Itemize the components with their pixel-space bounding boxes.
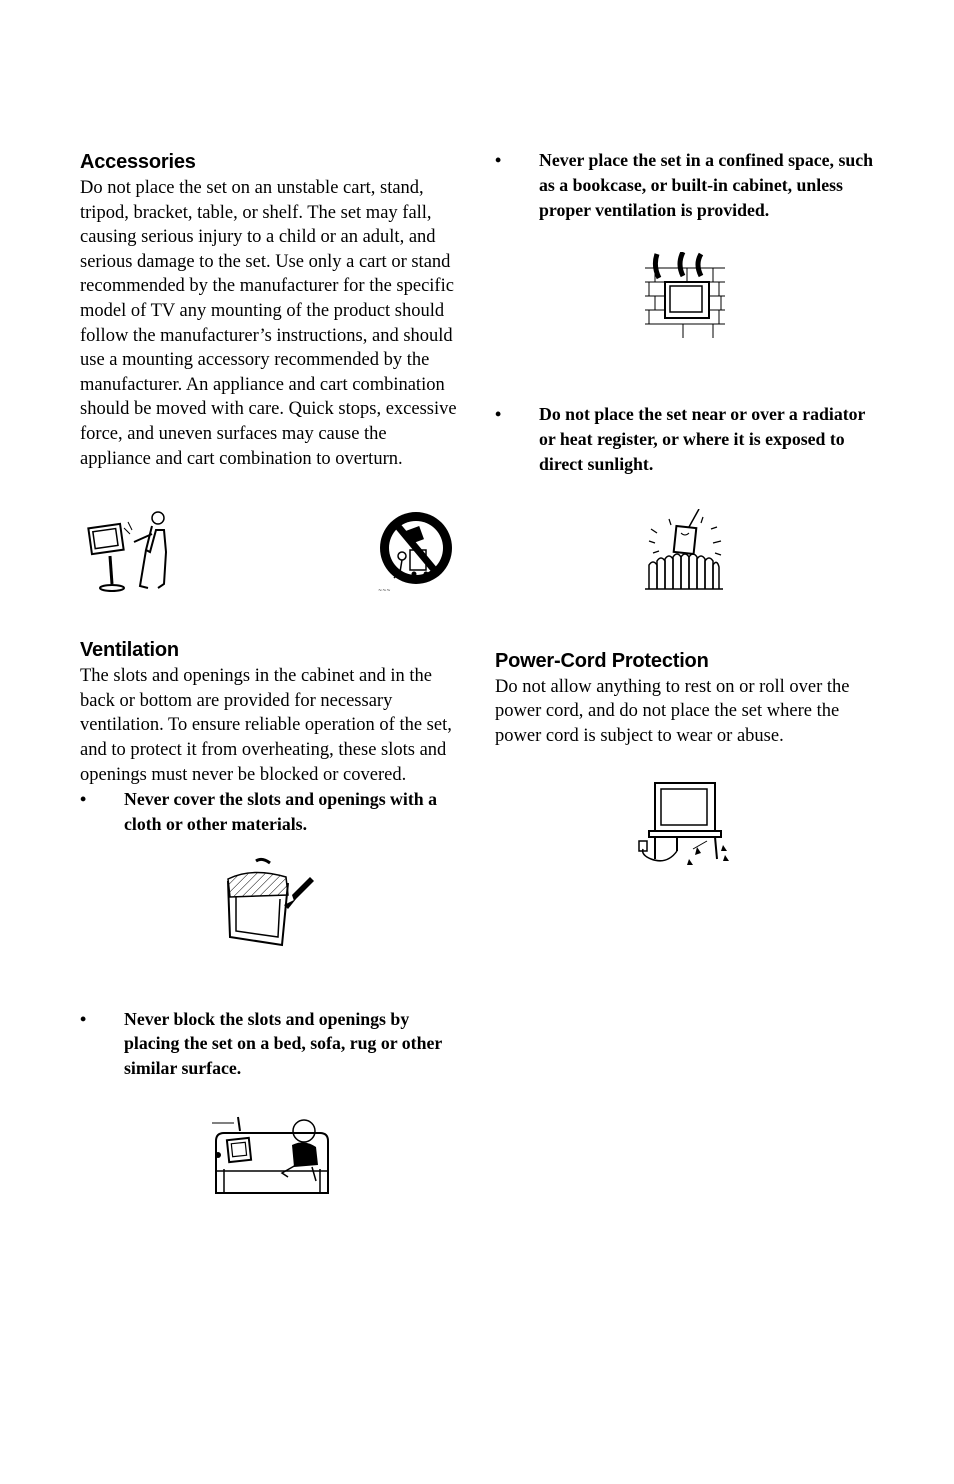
bullet-dot: • — [495, 150, 502, 170]
cart-warning-symbol — [374, 506, 458, 596]
tv-on-sofa-illustration-wrap — [80, 1111, 460, 1211]
bookcase-tv-illustration — [643, 252, 733, 342]
right-column — [495, 148, 875, 879]
bullet-dot: • — [495, 404, 502, 425]
tv-on-sofa-illustration — [212, 1111, 332, 1201]
ventilation-heading: Ventilation — [80, 639, 179, 662]
radiator-tv-illustration — [643, 509, 733, 599]
ventilation-body: The slots and openings in the cabinet and in the back or bottom are provided for necessary ventilation. To ensure reliable operation of the set, and to protect it from overheating, these slots and openings must never be blocked or covered. — [80, 666, 452, 785]
left-column — [80, 148, 460, 1211]
falling-tv-stand-illustration — [80, 508, 180, 598]
bullet-text: Never place the set in a confined space, such as a bookcase, or built-in cabinet, unless proper ventilation is provided. — [539, 150, 874, 220]
accessories-illustrations — [80, 506, 460, 636]
bullet-item — [495, 148, 875, 222]
bullet-dot: • — [80, 1008, 87, 1029]
power-cord-tv-illustration — [637, 779, 737, 869]
bullet-text: Do not place the set near or over a radiator or heat register, or where it is exposed to direct sunlight. — [539, 404, 866, 474]
accessories-body: Do not place the set on an unstable cart, stand, tripod, bracket, table, or shelf. The set may fall, causing serious injury to a child or an adult, and serious damage to the set. Use only a cart or stand recommended by the manufacturer for the specific model of TV any mounting of the product should follow the manufacturer’s instructions, and should use a mounting accessory recommended by the manufacturer. An appliance and cart combination should be moved with care. Quick stops, excessive force, and uneven surfaces may cause the appliance and cart combination to overturn. — [80, 178, 457, 469]
power-cord-heading: Power-Cord Protection — [495, 649, 709, 672]
covered-tv-illustration — [222, 857, 322, 957]
radiator-tv-illustration-wrap — [495, 497, 875, 647]
svg-text:~~~: ~~~ — [378, 588, 391, 595]
power-cord-illustration-wrap — [495, 779, 875, 879]
bullet-item — [80, 1007, 460, 1081]
bookcase-tv-illustration-wrap — [495, 242, 875, 402]
bullet-item — [80, 787, 460, 837]
covered-tv-illustration-wrap — [80, 857, 460, 1007]
power-cord-body: Do not allow anything to rest on or roll over the power cord, and do not place the set where the power cord is subject to wear or abuse. — [495, 676, 850, 746]
accessories-heading: Accessories — [80, 151, 196, 173]
bullet-text: Never block the slots and openings by placing the set on a bed, sofa, rug or other similar surface. — [124, 1008, 442, 1079]
bullet-dot: • — [80, 789, 87, 810]
bullet-item — [495, 402, 875, 476]
bullet-text: Never cover the slots and openings with a cloth or other materials. — [124, 789, 437, 834]
